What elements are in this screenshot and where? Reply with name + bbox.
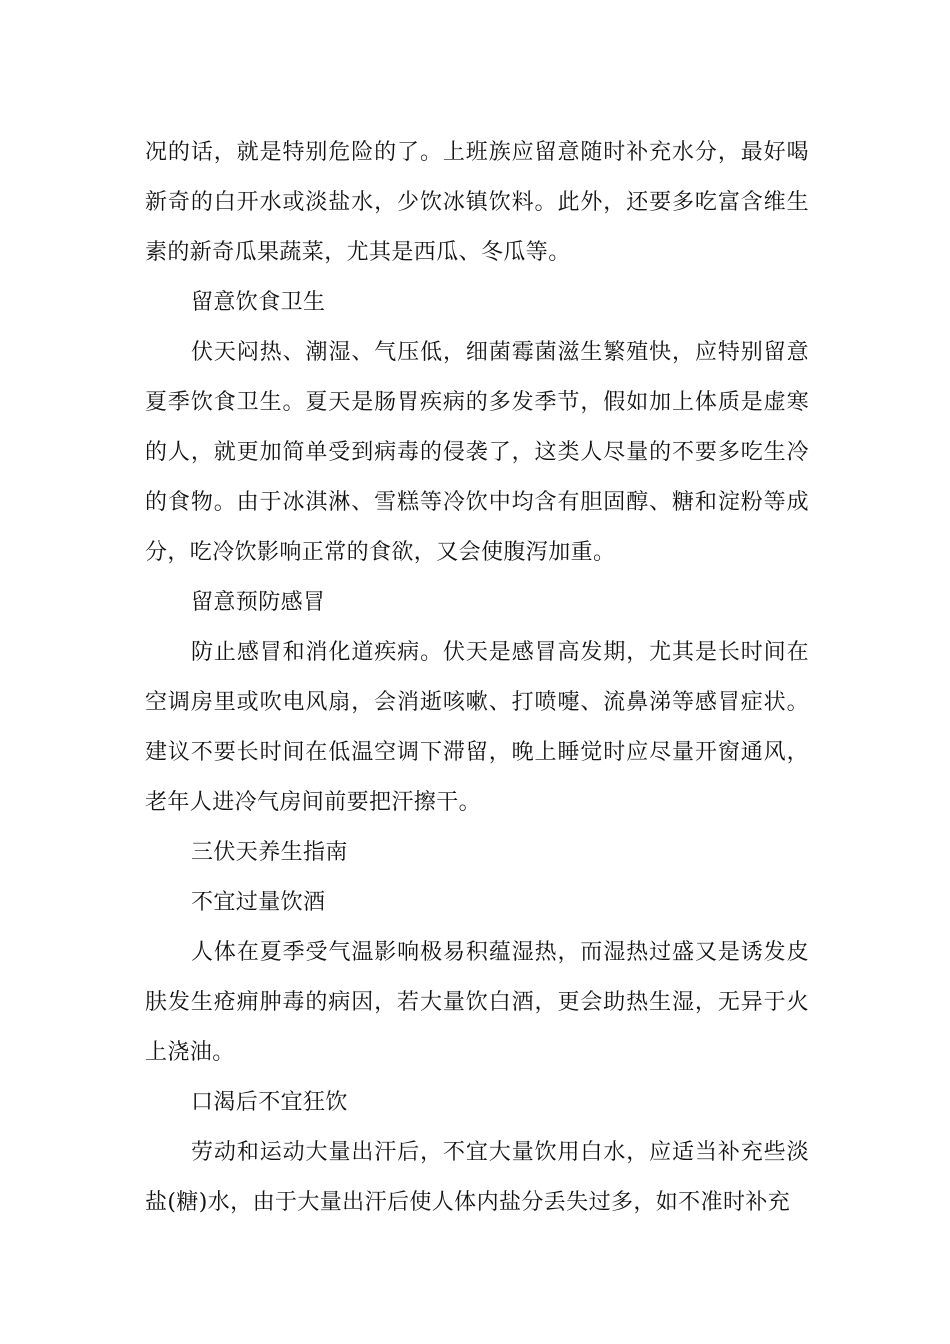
document-page — [145, 128, 809, 1228]
body-paragraph-1: 况的话，就是特别危险的了。上班族应留意随时补充水分，最好喝新奇的白开水或淡盐水，少饮冰镇饮料。此外，还要多吃富含维生素的新奇瓜果蔬菜，尤其是西瓜、冬瓜等。 — [145, 140, 809, 265]
section-heading-no-binge-drinking: 口渴后不宜狂饮 — [191, 1090, 348, 1115]
section-heading-no-excess-alcohol: 不宜过量饮酒 — [191, 890, 326, 915]
section-heading-cold-prevention: 留意预防感冒 — [191, 590, 326, 615]
section-heading-sanfu-guide: 三伏天养生指南 — [191, 840, 348, 865]
body-paragraph-3: 防止感冒和消化道疾病。伏天是感冒高发期，尤其是长时间在空调房里或吹电风扇，会消逝咳嗽、打喷嚏、流鼻涕等感冒症状。建议不要长时间在低温空调下滞留，晚上睡觉时应尽量开窗通风，老年人进冷气房间前要把汗擦干。 — [145, 640, 809, 815]
body-paragraph-5: 劳动和运动大量出汗后，不宜大量饮用白水，应适当补充些淡盐(糖)水，由于大量出汗后使人体内盐分丢失过多，如不准时补充 — [145, 1140, 809, 1215]
section-heading-diet-hygiene: 留意饮食卫生 — [191, 290, 326, 315]
body-paragraph-2: 伏天闷热、潮湿、气压低，细菌霉菌滋生繁殖快，应特别留意夏季饮食卫生。夏天是肠胃疾病的多发季节，假如加上体质是虚寒的人，就更加简单受到病毒的侵袭了，这类人尽量的不要多吃生冷的食物。由于冰淇淋、雪糕等冷饮中均含有胆固醇、糖和淀粉等成分，吃冷饮影响正常的食欲，又会使腹泻加重。 — [145, 340, 809, 565]
body-paragraph-4: 人体在夏季受气温影响极易积蕴湿热，而湿热过盛又是诱发皮肤发生疮痈肿毒的病因，若大量饮白酒，更会助热生湿，无异于火上浇油。 — [145, 940, 809, 1065]
